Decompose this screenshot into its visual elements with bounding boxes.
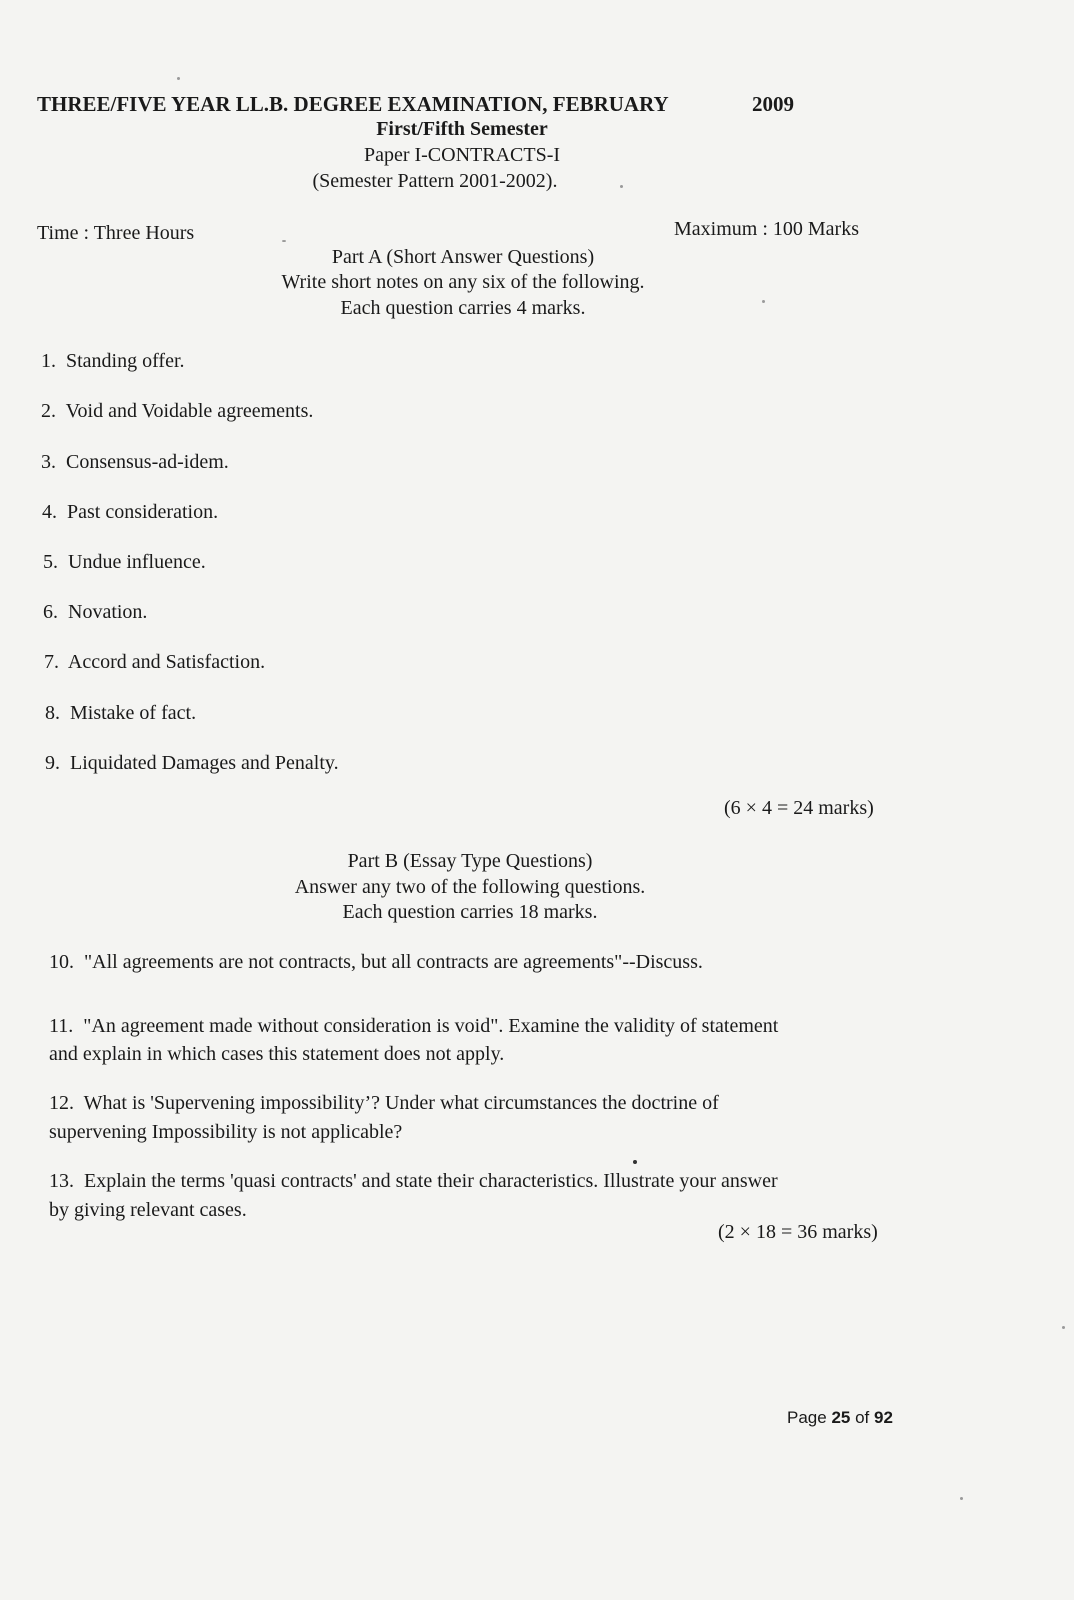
scan-speck xyxy=(762,300,765,303)
question-number: 2. xyxy=(41,400,56,422)
question-item xyxy=(44,651,265,674)
question-item xyxy=(49,1170,778,1193)
scan-speck xyxy=(1062,1326,1065,1329)
question-item xyxy=(41,400,313,423)
part-b-title: Part B (Essay Type Questions) xyxy=(347,850,593,872)
question-text-continued: by giving relevant cases. xyxy=(49,1199,247,1221)
question-item xyxy=(49,951,703,974)
question-item xyxy=(49,1092,719,1115)
part-b-marks-note: Each question carries 18 marks. xyxy=(342,901,598,923)
scan-speck xyxy=(620,185,623,188)
time-label: Time : Three Hours xyxy=(37,222,195,244)
question-number: 12. xyxy=(49,1092,74,1114)
page-total: 92 xyxy=(873,1408,893,1427)
scan-speck xyxy=(960,1497,963,1500)
scan-speck xyxy=(633,1160,637,1164)
max-marks-label: Maximum : 100 Marks xyxy=(674,218,859,240)
exam-year: 2009 xyxy=(752,92,794,116)
question-number: 5. xyxy=(43,551,58,573)
question-text: Past consideration. xyxy=(67,501,219,523)
exam-title: THREE/FIVE YEAR LL.B. DEGREE EXAMINATION, FEBRUARY xyxy=(37,92,669,116)
question-text: Explain the terms 'quasi contracts' and state their characteristics. Illustrate your answer xyxy=(84,1170,778,1192)
question-item xyxy=(42,501,218,524)
scan-speck xyxy=(177,77,180,80)
question-number: 6. xyxy=(43,601,58,623)
part-b-total-marks: (2 × 18 = 36 marks) xyxy=(718,1221,878,1243)
page-prefix: Page xyxy=(787,1408,832,1427)
paper-title: Paper I-CONTRACTS-I xyxy=(363,144,561,166)
question-text: What is 'Supervening impossibility’? Under what circumstances the doctrine of xyxy=(83,1092,719,1114)
question-number: 13. xyxy=(49,1170,74,1192)
question-number: 7. xyxy=(44,651,59,673)
question-item xyxy=(49,1015,778,1038)
question-number: 4. xyxy=(42,501,57,523)
question-text: Undue influence. xyxy=(68,551,206,573)
part-a-title: Part A (Short Answer Questions) xyxy=(331,246,595,268)
question-item xyxy=(43,601,147,624)
question-number: 9. xyxy=(45,752,60,774)
semester-label: First/Fifth Semester xyxy=(376,118,548,140)
question-text: "An agreement made without consideration is void". Examine the validity of statement xyxy=(83,1015,779,1037)
question-number: 8. xyxy=(45,702,60,724)
semester-pattern: (Semester Pattern 2001-2002). xyxy=(312,170,558,192)
question-text: Liquidated Damages and Penalty. xyxy=(70,752,339,774)
question-text-continued: supervening Impossibility is not applicable? xyxy=(49,1121,403,1143)
question-item xyxy=(41,350,185,373)
question-number: 11. xyxy=(49,1015,74,1037)
part-b-instruction: Answer any two of the following questions. xyxy=(294,876,646,898)
page-middle: of xyxy=(850,1408,874,1427)
question-item xyxy=(45,752,339,775)
part-a-marks-note: Each question carries 4 marks. xyxy=(340,297,586,319)
question-text: Accord and Satisfaction. xyxy=(67,651,266,673)
page-indicator xyxy=(787,1408,893,1428)
question-number: 10. xyxy=(49,951,74,973)
question-text: Standing offer. xyxy=(66,350,185,372)
question-text: Void and Voidable agreements. xyxy=(65,400,314,422)
question-text: "All agreements are not contracts, but all contracts are agreements"--Discuss. xyxy=(84,951,703,973)
scan-speck xyxy=(282,240,286,242)
question-text: Mistake of fact. xyxy=(70,702,197,724)
question-text: Consensus-ad-idem. xyxy=(66,451,229,473)
question-number: 1. xyxy=(41,350,56,372)
part-a-total-marks: (6 × 4 = 24 marks) xyxy=(724,797,874,819)
question-item xyxy=(43,551,206,574)
page-current: 25 xyxy=(831,1408,851,1427)
question-text: Novation. xyxy=(68,601,148,623)
question-item xyxy=(45,702,196,725)
question-item xyxy=(41,451,229,474)
question-text-continued: and explain in which cases this statement does not apply. xyxy=(49,1043,505,1065)
part-a-instruction: Write short notes on any six of the following. xyxy=(281,271,645,293)
question-number: 3. xyxy=(41,451,56,473)
